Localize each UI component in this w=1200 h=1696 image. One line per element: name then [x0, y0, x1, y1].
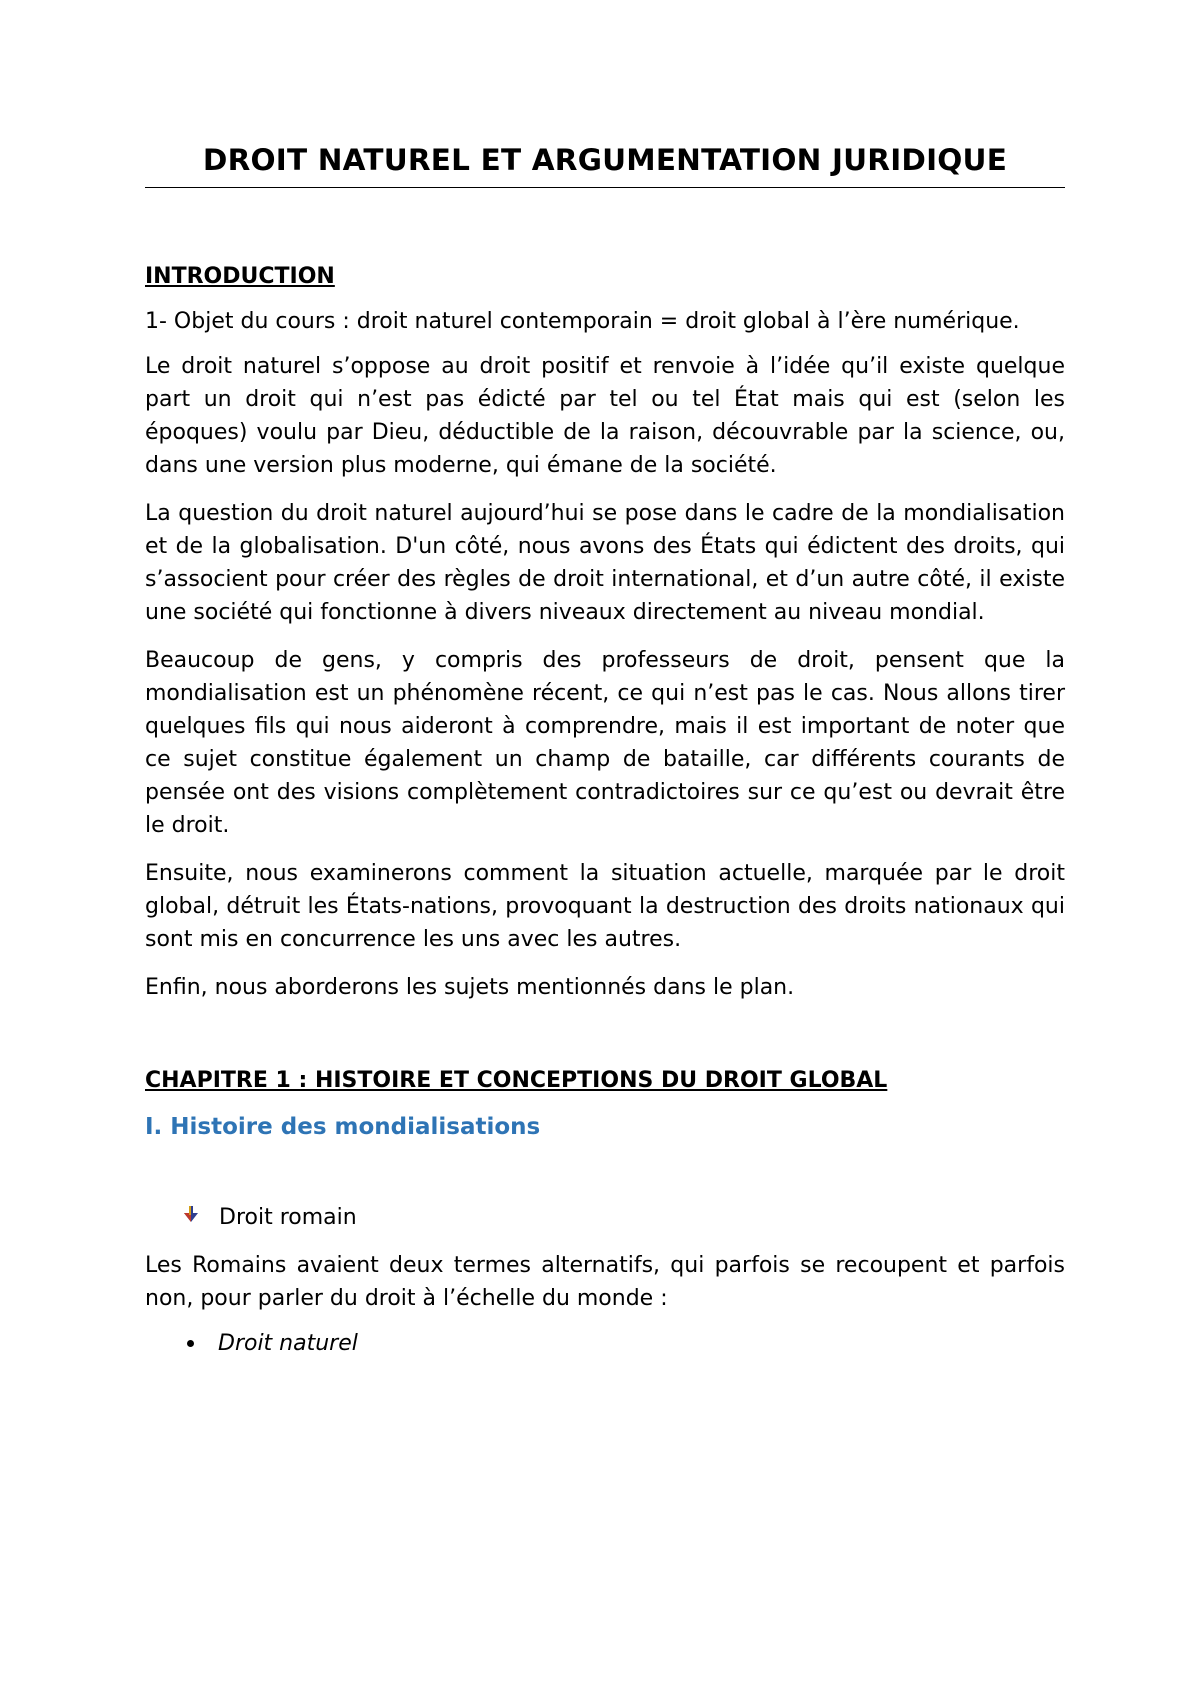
arrow-down-icon — [181, 1201, 211, 1234]
arrow-list-item — [145, 1201, 1065, 1234]
title-underline-rule — [145, 187, 1065, 188]
bullet-dot-icon — [187, 1340, 194, 1347]
bullet-list-item-label: Droit naturel — [218, 1331, 358, 1356]
intro-paragraph-5: Ensuite, nous examinerons comment la situation actuelle, marquée par le droit global, détruit les États-nations, provoquant la destruction des droits nationaux qui sont mis en concurrence les uns avec les autres. — [145, 861, 1065, 952]
intro-paragraph-6: Enfin, nous aborderons les sujets mentionnés dans le plan. — [145, 975, 795, 1000]
document-body — [145, 260, 1065, 1360]
intro-paragraph-2: Le droit naturel s’oppose au droit positif et renvoie à l’idée qu’il existe quelque part un droit qui n’est pas édicté par tel ou tel État mais qui est (selon les époques) voulu par Dieu, déductible de la raison, découvrable par la science, ou, dans une version plus moderne, qui émane de la société. — [145, 354, 1065, 478]
document-title: DROIT NATUREL ET ARGUMENTATION JURIDIQUE — [202, 143, 1008, 177]
chapter-1-heading: CHAPITRE 1 : HISTOIRE ET CONCEPTIONS DU DROIT GLOBAL — [145, 1068, 888, 1093]
section-1-heading: I. Histoire des mondialisations — [145, 1114, 541, 1140]
arrow-list-item-label: Droit romain — [219, 1205, 357, 1230]
introduction-heading: INTRODUCTION — [145, 264, 335, 289]
intro-paragraph-4: Beaucoup de gens, y compris des professeurs de droit, pensent que la mondialisation est un phénomène récent, ce qui n’est pas le cas. Nous allons tirer quelques fils qui nous aideront à comprendre, mais il est important de noter que ce sujet constitue également un champ de bataille, car différents courants de pensée ont des visions complètement contradictoires sur ce qu’est ou devrait être le droit. — [145, 648, 1065, 838]
bullet-list-item — [145, 1327, 1065, 1360]
intro-paragraph-3: La question du droit naturel aujourd’hui se pose dans le cadre de la mondialisation et de la globalisation. D'un côté, nous avons des États qui édictent des droits, qui s’associent pour créer des règles de droit international, et d’un autre côté, il existe une société qui fonctionne à divers niveaux directement au niveau mondial. — [145, 501, 1065, 625]
section-1-paragraph: Les Romains avaient deux termes alternatifs, qui parfois se recoupent et parfois non, pour parler du droit à l’échelle du monde : — [145, 1253, 1065, 1311]
intro-paragraph-1: 1- Objet du cours : droit naturel contemporain = droit global à l’ère numérique. — [145, 309, 1020, 334]
